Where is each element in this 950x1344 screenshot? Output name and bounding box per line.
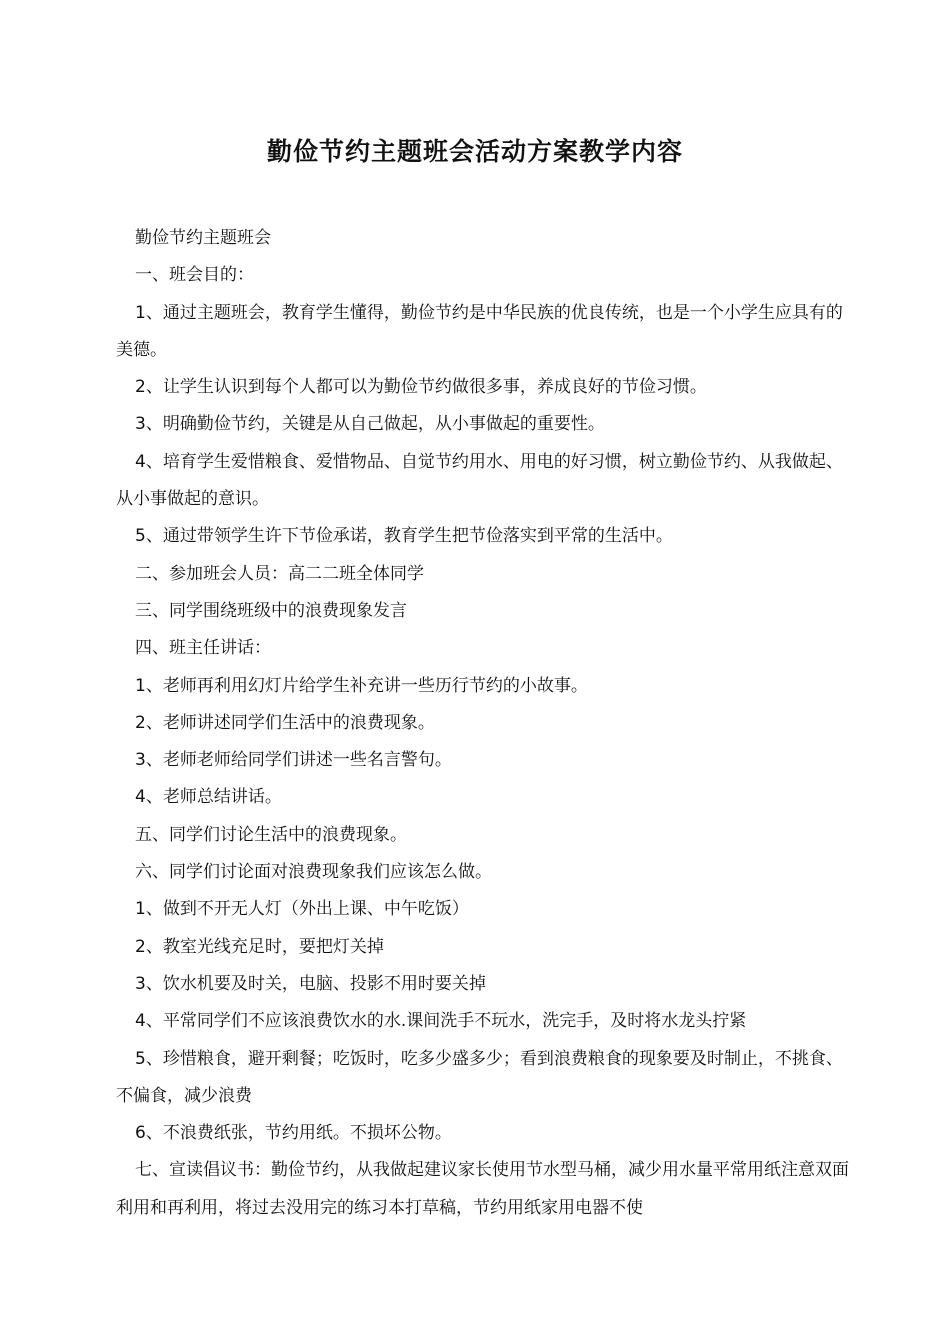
list-item: 6、不浪费纸张，节约用纸。不损坏公物。 xyxy=(135,1123,452,1144)
list-item: 5、珍惜粮食，避开剩餐；吃饭时，吃多少盛多少；看到浪费粮食的现象要及时制止，不挑食、不偏食，减少浪费 xyxy=(116,1048,843,1106)
paragraph-heading: 勤俭节约主题班会 xyxy=(135,228,271,248)
section-4-heading: 四、班主任讲话： xyxy=(135,638,271,659)
list-item: 1、通过主题班会，教育学生懂得，勤俭节约是中华民族的优良传统，也是一个小学生应具有的美德。 xyxy=(116,302,843,360)
list-item: 2、让学生认识到每个人都可以为勤俭节约做很多事，养成良好的节俭习惯。 xyxy=(135,377,707,398)
section-7-paragraph: 七、宣读倡议书：勤俭节约，从我做起建议家长使用节水型马桶，减少用水量平常用纸注意双面利用和再利用，将过去没用完的练习本打草稿，节约用纸家用电器不使 xyxy=(116,1160,849,1218)
list-item: 4、平常同学们不应该浪费饮水的水.课间洗手不玩水，洗完手，及时将水龙头拧紧 xyxy=(135,1011,747,1032)
section-6-heading: 六、同学们讨论面对浪费现象我们应该怎么做。 xyxy=(135,862,492,883)
section-3-heading: 三、同学围绕班级中的浪费现象发言 xyxy=(135,600,407,621)
list-item: 4、老师总结讲话。 xyxy=(135,787,282,808)
list-item: 3、老师老师给同学们讲述一些名言警句。 xyxy=(135,750,452,771)
section-5-heading: 五、同学们讨论生活中的浪费现象。 xyxy=(135,824,407,845)
list-item: 3、明确勤俭节约，关键是从自己做起，从小事做起的重要性。 xyxy=(135,414,605,435)
section-1-heading: 一、班会目的： xyxy=(135,265,254,286)
list-item: 3、饮水机要及时关，电脑、投影不用时要关掉 xyxy=(135,973,486,994)
list-item: 4、培育学生爱惜粮食、爱惜物品、自觉节约用水、用电的好习惯，树立勤俭节约、从我做起、从小事做起的意识。 xyxy=(116,451,843,510)
list-item: 2、教室光线充足时，要把灯关掉 xyxy=(135,936,384,957)
list-item: 1、做到不开无人灯（外出上课、中午吃饭） xyxy=(135,899,469,920)
list-item: 1、老师再利用幻灯片给学生补充讲一些历行节约的小故事。 xyxy=(135,675,588,696)
list-item: 5、通过带领学生许下节俭承诺，教育学生把节俭落实到平常的生活中。 xyxy=(135,526,673,547)
list-item: 2、老师讲述同学们生活中的浪费现象。 xyxy=(135,712,435,733)
document-title: 勤俭节约主题班会活动方案教学内容 xyxy=(266,137,683,166)
section-2-heading: 二、参加班会人员：高二二班全体同学 xyxy=(135,563,424,584)
document-body xyxy=(116,220,850,1227)
